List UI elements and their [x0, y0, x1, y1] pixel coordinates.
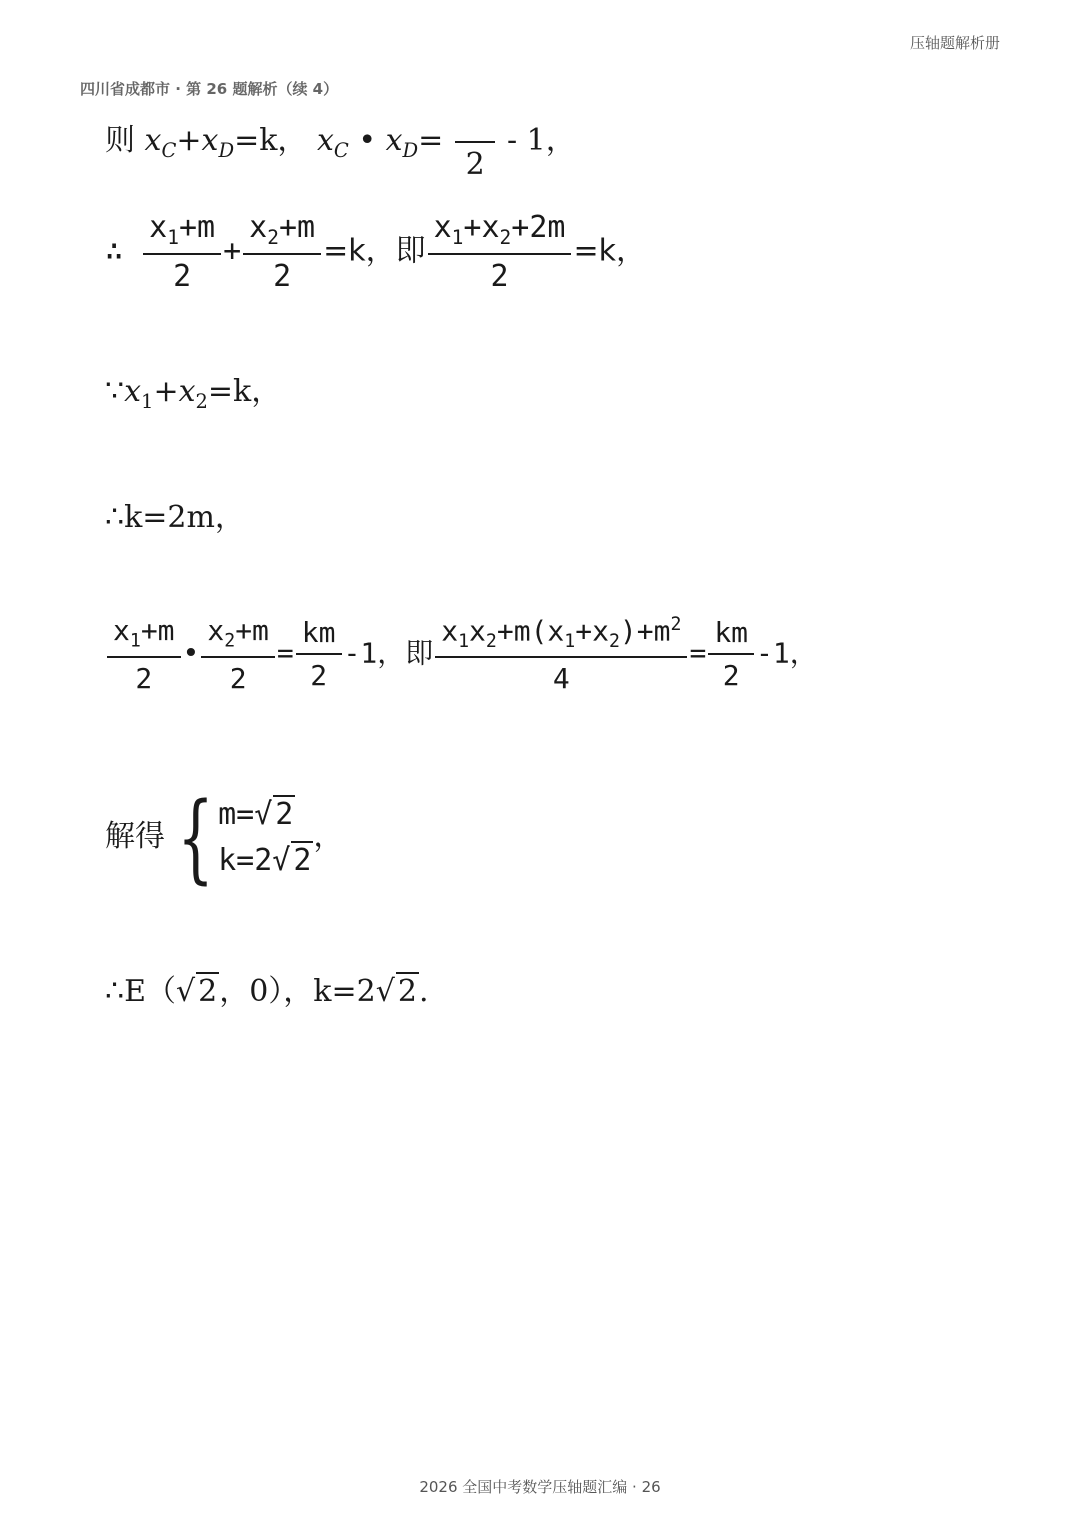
page-footer: 2026 全国中考数学压轴题汇编 · 26 — [419, 1478, 661, 1496]
section-title: 四川省成都市 · 第 26 题解析（续 4） — [80, 80, 339, 98]
math-line-5: $\frac{x_1+m}{2}$ • $\frac{x_2+m}{2}$ = $\frac{km}{2}$ -1，即 $\frac{x_1x_2+m(x_1+x_2)+m^2}{4}$ = $\frac{km}{2}$ -1， — [105, 614, 818, 695]
fraction: 2 — [455, 102, 496, 182]
math-line-1: 则 $x_C+x_D=k$， $x_C$ • $x_D=$ 2 - 1， — [105, 102, 576, 182]
math-line-7: ∴E（√ 2，0），k=2√ 2. — [105, 974, 429, 1009]
math-line-2: ∴ $\frac{x_1+m}{2}$ + $\frac{x_2+m}{2}$ =k，即 $\frac{x_1+x_2+2m}{2}$ =k， — [105, 210, 646, 294]
math-line-3: $\because x_1+x_2=k$， — [105, 374, 282, 413]
math-line-4: ∴k=2m， — [105, 500, 245, 535]
math-line-6: 解得 { m=√ 2 k=2√ 2 ， — [105, 782, 344, 894]
running-header: 压轴题解析册 — [909, 34, 1000, 52]
